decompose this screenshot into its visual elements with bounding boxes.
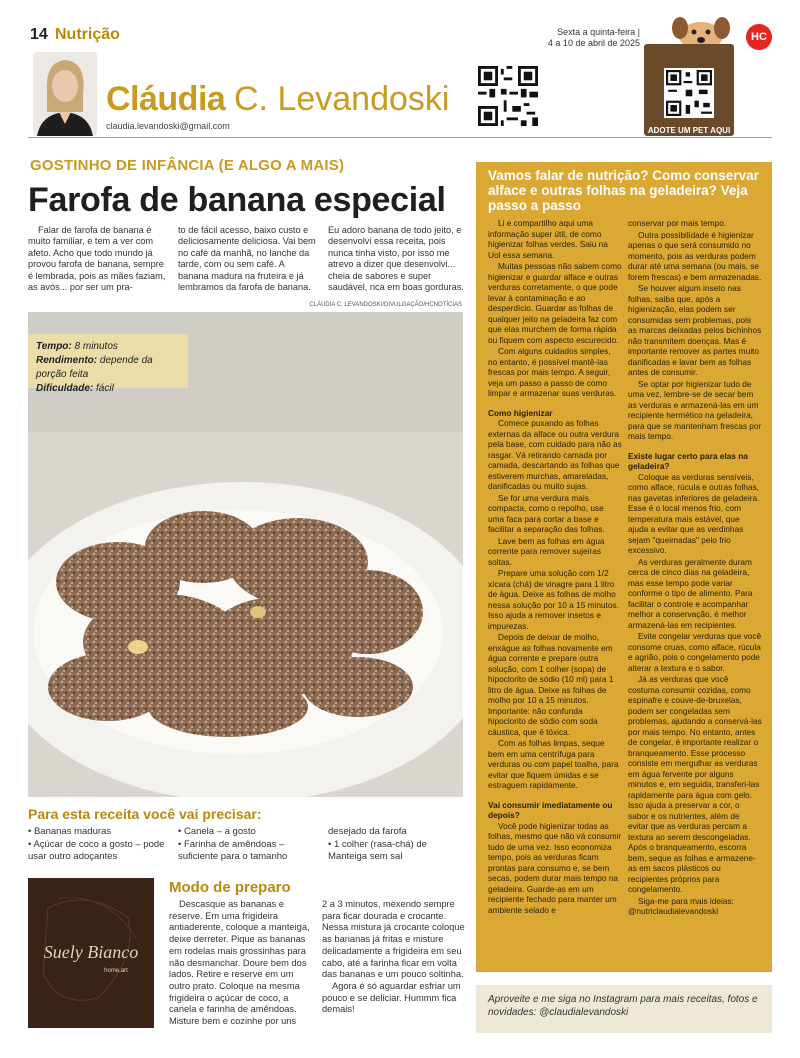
sidebar-subheading: Como higienizar — [488, 407, 553, 418]
sidebar-paragraph: Você pode higienizar todas as folhas, mesmo que não vá consumir tudo de uma vez. Isso economiza tempo, pois as verduras ficam prontas para consumo e, se bem secas, podem durar mais tempo na geladeira. Guarde-as em um recipiente fechado para manter um ambiente selado e — [488, 820, 622, 915]
sidebar-paragraph: Coloque as verduras sensíveis, como alface, rúcula e outras folhas, nas gavetas inferiores de geladeira. Esse é o local menos frio, com temperatura mais estável, que ajuda a evitar que as verdinhas sejam "queimadas" pelo frio excessivo. — [628, 471, 760, 555]
sidebar-paragraph: Outra possibilidade é higienizar apenas o que será consumido no momento, pois as verduras podem durar até uma semana (ou mais, se forem frescas) e bem armazenadas. — [628, 229, 762, 282]
sidebar-paragraph: Com as folhas limpas, seque bem em uma centrífuga para verduras ou com papel toalha, para evitar que fiquem úmidas e se estraguem rapidamente. — [488, 738, 619, 790]
page-number: 14 — [30, 26, 48, 43]
edition-date — [540, 27, 640, 49]
sidebar-paragraph: Se houver algum inseto nas folhas, saiba que, após a higienização, elas podem ser consumidas sem problemas, pois as marcas deixadas pelos bichinhos não transmitem doenças. Mas é importante remover as partes muito danificadas e lavar bem as folhas antes de consumir. — [628, 283, 762, 377]
sidebar-paragraph: Muitas pessoas não sabem como higienizar e guardar alface e outras verduras corretamente, o que pode levar à contaminação e ao desperdício. Guardar as folhas de qualquer jeito na geladeira faz com que elas murchem de forma rápida ou fiquem com aspecto escurecido. — [488, 261, 622, 345]
date-line-2: 4 a 10 de abril de 2025 — [547, 38, 640, 48]
sidebar-paragraph: Lave bem as folhas em água corrente para remover sujeiras soltas. — [488, 535, 605, 567]
ingredients-title: Para esta receita você vai precisar: — [28, 806, 262, 822]
header-divider — [28, 137, 772, 138]
rendimento-row: Rendimento: depende da porção feita — [36, 355, 153, 380]
list-item: • Farinha de amêndoas – suficiente para o tamanho — [178, 838, 288, 862]
preparation-title: Modo de preparo — [169, 879, 291, 896]
preparation-column-2 — [322, 899, 465, 1016]
sidebar-paragraph: Evite congelar verduras que você consome cruas, como alface, rúcula e agrião, pois o congelamento pode alterar a textura e o sabor. — [628, 631, 762, 673]
author-first-name: Cláudia — [106, 80, 226, 118]
list-item: • Canela – a gosto — [178, 826, 256, 837]
sidebar-paragraph: Siga-me para mais ideias: @nutriclaudialevandoski — [628, 895, 734, 916]
logo-sub: home.art — [104, 968, 128, 974]
adopt-pet-label: ADOTE UM PET AQUI — [647, 126, 731, 135]
intro-column-2: to de fácil acesso, baixo custo e deliciosamente deliciosa. Vai bem no café da manhã, no lanche da tarde, com ou sem café. A banana madura na fruteira e já lembramos da farofa de banana. — [178, 225, 316, 293]
recipe-info-box — [28, 334, 188, 394]
sidebar-paragraph: Depois de deixar de molho, enxágue as folhas novamente em água corrente e prepare outra solução, com 1 colher (sopa) de hipoclorito de sódio (10 ml) para 1 litro de água. Deixe as folhas de molho por 10 a 15 minutos. Importante: não confunda hipoclorito de sódio com soda cáustica, que é tóxica. — [488, 632, 614, 737]
sidebar-paragraph: Comece puxando as folhas externas da alface ou outra verdura pela base, com cuidado para não as rasgar. Vá retirando camada por camada, descartando as folhas que estiverem murchas, amareladas, danificadas ou muito sujas. — [488, 418, 622, 491]
sidebar-subheading: Existe lugar certo para elas na geladeira? — [628, 450, 748, 471]
sidebar-paragraph: As verduras geralmente duram cerca de cinco dias na geladeira, mas esse tempo pode variar conforme o tipo de alimento. Para facilitar o controle e acompanhar melhor a conservação, é melhor armazená-las em recipientes. — [628, 556, 753, 630]
date-line-1: Sexta a quinta-feira | — [557, 27, 640, 37]
list-item: • Bananas maduras — [28, 826, 112, 837]
list-item: desejado da farofa — [328, 826, 407, 837]
tempo-row: Tempo: 8 minutos — [36, 341, 118, 352]
ingredients-column-2 — [178, 826, 320, 864]
advertiser-logo[interactable] — [28, 878, 154, 1028]
article-title: Farofa de banana especial — [28, 181, 446, 219]
author-email[interactable]: claudia.levandoski@gmail.com — [106, 121, 230, 131]
article-kicker: GOSTINHO DE INFÂNCIA (E ALGO A MAIS) — [30, 157, 345, 174]
sidebar-subheading: Vai consumir imediatamente ou depois? — [488, 799, 613, 820]
ingredients-column-3 — [328, 826, 462, 864]
adopt-qr-code-icon[interactable] — [664, 68, 714, 118]
author-last-name: C. Levandoski — [234, 80, 450, 118]
sidebar-paragraph: Já as verduras que você costuma consumir cozidas, como espinafre e couve-de-bruxelas, podem ser congeladas sem problemas, ajudando a conservá-las por mais tempo. No entanto, antes de congelar, é importante realizar o branqueamento. Esse processo consiste em mergulhar as verduras em água fervente por alguns minutos e, em seguida, transferi-las rapidamente para água com gelo. Isso ajuda a preservar a cor, o sabor e os nutrientes, além de evitar que as verduras percam a textura ao serem descongeladas. Após o branqueamento, escorra bem, seque as folhas e armazene-as em sacos plásticos ou recipientes próprios para congelamento. — [628, 674, 762, 894]
sidebar-title: Vamos falar de nutrição? Como conservar alface e outras folhas na geladeira? Veja passo a passo — [488, 168, 759, 213]
preparation-paragraph: 2 a 3 minutos, mexendo sempre para ficar dourada e crocante. Nessa mistura já crocante coloque as bananas já fritas e misture delicadamente a frigideira em seu cabo, até a farinha ficar em volta das bananas e um pouco soltinha. — [322, 899, 465, 980]
ingredients-column-1 — [28, 826, 174, 864]
sidebar-column-1 — [488, 218, 622, 916]
list-item: • Açúcar de coco a gosto – pode usar outro adoçantes — [28, 838, 165, 862]
preparation-paragraph: Agora é só aguardar esfriar um pouco e se deliciar. Hummm fica demais! — [322, 980, 461, 1015]
sidebar-paragraph: conservar por mais tempo. — [628, 218, 727, 228]
brand-logo[interactable]: HC — [746, 24, 772, 50]
preparation-column-1: Descasque as bananas e reserve. Em uma frigideira antiaderente, coloque a manteiga, deixe derreter. Pique as bananas em rodelas mais grossinhas para não desmanchar. Doure bem dos lados. Retire e reserve em um outro prato. Coloque na mesma frigideira o açúcar de coco, a canela e farinha de amêndoas. Misture bem e cozinhe por uns — [169, 899, 310, 1027]
sidebar-paragraph: Se optar por higienizar tudo de uma vez, lembre-se de secar bem as verduras e armazená-las em um recipiente hermético na geladeira, para que se mantenham frescas por mais tempo. — [628, 378, 762, 441]
dog-illustration-icon — [668, 14, 734, 48]
qr-code-icon[interactable] — [478, 66, 538, 126]
sidebar-paragraph: Se for uma verdura mais compacta, como o repolho, use uma faca para cortar a base e facilitar a separação das folhas. — [488, 492, 605, 534]
photo-credit: CLÁUDIA C. LEVANDOSKI/DIVULGAÇÃO/HCNOTÍCIAS — [309, 302, 462, 308]
sidebar-paragraph: Com alguns cuidados simples, no entanto, é possível mantê-las frescas por mais tempo. A seguir, veja um passo a passo de como limpar e armazenar suas verduras. — [488, 346, 617, 398]
intro-column-1: Falar de farofa de banana é muito familiar, e tem a ver com afeto. Acho que todo mundo já provou farofa de banana, sempre é lembrada, pois as mães faziam, as avós... por ser um pra- — [28, 225, 166, 293]
logo-name: Suely Bianco — [43, 942, 139, 962]
author-photo — [33, 52, 97, 136]
sidebar-paragraph: Prepare uma solução com 1/2 xícara (chá) de vinagre para 1 litro de água. Deixe as folhas de molho nessa solução por 10 a 15 minutos. Isso ajuda a remover insetos e impurezas. — [488, 568, 619, 631]
dificuldade-row: Dificuldade: fácil — [36, 383, 114, 394]
sidebar-column-2 — [628, 218, 762, 918]
instagram-note[interactable]: Aproveite e me siga no Instagram para mais receitas, fotos e novidades: @claudialevandoski — [476, 985, 772, 1033]
list-item: • 1 colher (rasa-chá) de Manteiga sem sal — [328, 838, 427, 862]
intro-column-3: Eu adoro banana de todo jeito, e desenvolvi essa receita, pois nunca tinha visto, por isso me atrevo a dizer que desenvolvi... cheia de sabores e super saudável, rica em boas gorduras. — [328, 225, 464, 293]
section-name[interactable]: Nutrição — [55, 26, 120, 43]
sidebar-paragraph: Li e compartilho aqui uma informação super útil, de como higienizar folhas verdes. Saiu na Uol essa semana. — [488, 218, 608, 260]
